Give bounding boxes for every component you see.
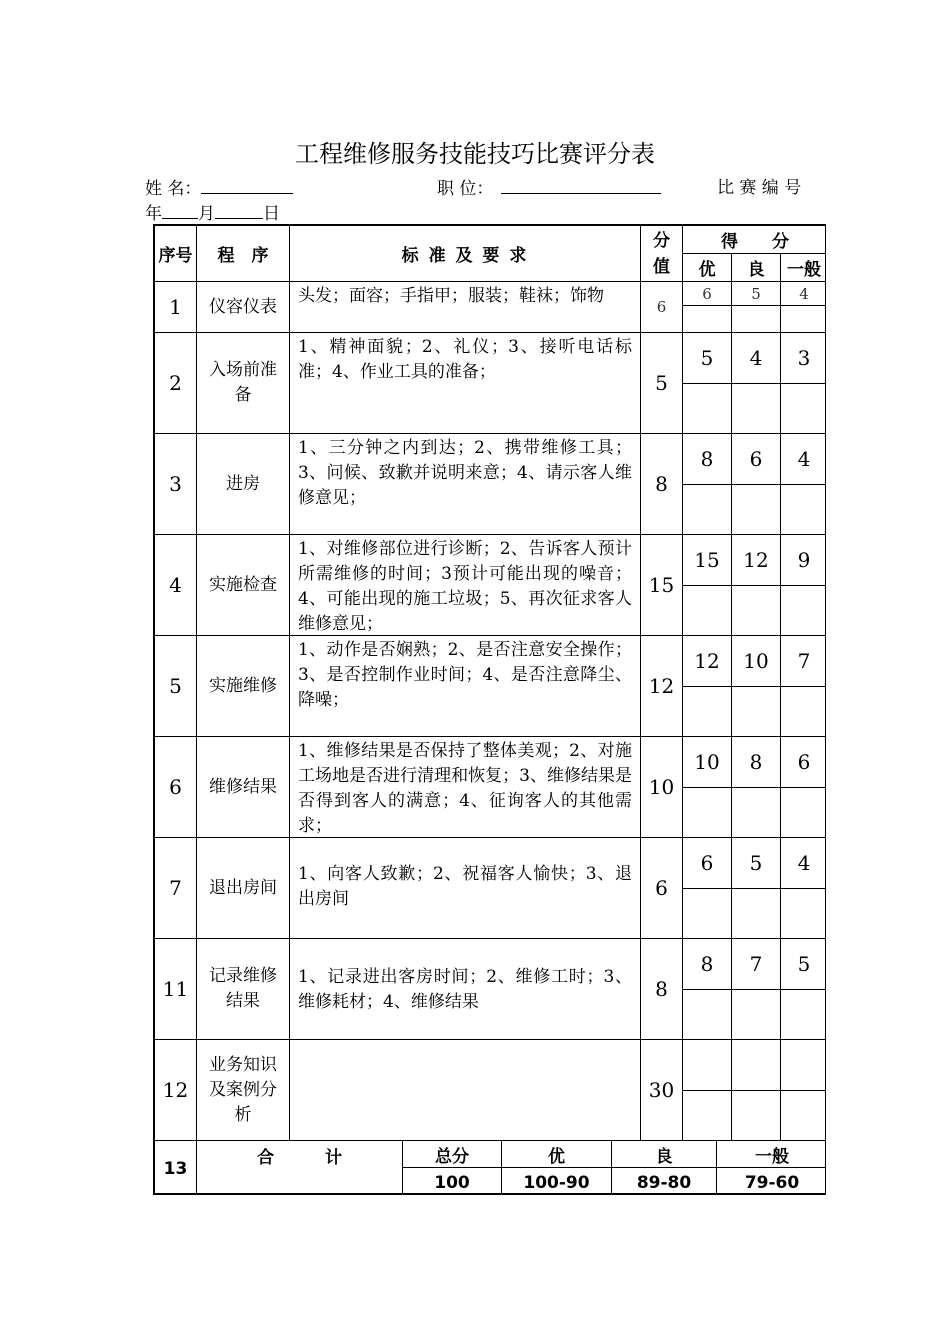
header-procedure: 程 序: [197, 226, 290, 282]
row-excellent: 6: [683, 838, 732, 889]
row-procedure: 业务知识及案例分析: [197, 1040, 290, 1141]
name-field: [145, 177, 293, 200]
header-excellent: 优: [683, 254, 732, 282]
row-procedure: 入场前准备: [197, 333, 290, 434]
score-input-average[interactable]: [781, 687, 826, 737]
row-average: 6: [781, 737, 826, 788]
form-title: 工程维修服务技能技巧比赛评分表: [295, 140, 655, 168]
date-field: [145, 202, 280, 225]
row-procedure: 退出房间: [197, 838, 290, 939]
row-points: 8: [641, 939, 683, 1040]
row-average: [781, 1040, 826, 1091]
row-good: 12: [732, 535, 781, 586]
row-average: 4: [781, 434, 826, 485]
row-seq: 3: [155, 434, 197, 535]
row-standard: 1、对维修部位进行诊断；2、告诉客人预计所需维修的时间；3预计可能出现的噪音；4、可能出现的施工垃圾；5、再次征求客人维修意见；: [290, 535, 641, 636]
month-label: 月: [198, 204, 215, 224]
row-excellent: 6: [683, 282, 732, 306]
row-seq: 12: [155, 1040, 197, 1141]
summary-seq: 13: [155, 1141, 197, 1195]
score-input-good[interactable]: [732, 384, 781, 434]
row-average: 7: [781, 636, 826, 687]
score-input-excellent[interactable]: [683, 1091, 732, 1141]
summary-excellent-range: 100-90: [502, 1168, 612, 1195]
position-label: 职 位：: [437, 179, 494, 199]
summary-label: 合 计: [197, 1141, 403, 1195]
row-procedure: 维修结果: [197, 737, 290, 838]
summary-total-label: 总分: [403, 1141, 502, 1168]
row-points: 6: [641, 282, 683, 333]
row-points: 8: [641, 434, 683, 535]
score-input-average[interactable]: [781, 485, 826, 535]
competition-number-label: 比 赛 编 号: [717, 178, 802, 198]
row-standard: 1、记录进出客房时间；2、维修工时；3、维修耗材；4、维修结果: [290, 939, 641, 1040]
summary-average-label: 一般: [717, 1141, 826, 1168]
row-standard: 1、精神面貌；2、礼仪；3、接听电话标准；4、作业工具的准备；: [290, 333, 641, 434]
score-input-average[interactable]: [781, 889, 826, 939]
score-input-excellent[interactable]: [683, 889, 732, 939]
score-input-good[interactable]: [732, 586, 781, 636]
month-blank[interactable]: [162, 202, 198, 219]
row-standard: [290, 1040, 641, 1141]
score-input-excellent[interactable]: [683, 687, 732, 737]
row-standard: 1、动作是否娴熟；2、是否注意安全操作；3、是否控制作业时间；4、是否注意降尘、降噪；: [290, 636, 641, 737]
summary-good-range: 89-80: [612, 1168, 717, 1195]
row-average: 3: [781, 333, 826, 384]
row-good: 10: [732, 636, 781, 687]
row-procedure: 实施维修: [197, 636, 290, 737]
row-seq: 11: [155, 939, 197, 1040]
row-procedure: 进房: [197, 434, 290, 535]
row-excellent: 5: [683, 333, 732, 384]
header-good: 良: [732, 254, 781, 282]
row-standard: 1、维修结果是否保持了整体美观；2、对施工场地是否进行清理和恢复；3、维修结果是否得到客人的满意；4、征询客人的其他需求；: [290, 737, 641, 838]
row-average: 4: [781, 282, 826, 306]
header-score: 得 分: [683, 226, 826, 254]
row-seq: 7: [155, 838, 197, 939]
score-input-average[interactable]: [781, 990, 826, 1040]
score-input-good[interactable]: [732, 889, 781, 939]
summary-average-range: 79-60: [717, 1168, 826, 1195]
row-average: 9: [781, 535, 826, 586]
position-field: [437, 177, 661, 200]
row-standard: 头发；面容；手指甲；服装；鞋袜；饰物: [290, 282, 641, 333]
row-good: 6: [732, 434, 781, 485]
score-input-excellent[interactable]: [683, 788, 732, 838]
row-good: [732, 1040, 781, 1091]
score-input-average[interactable]: [781, 306, 826, 333]
header-seq: 序号: [155, 226, 197, 282]
score-input-good[interactable]: [732, 485, 781, 535]
row-average: 5: [781, 939, 826, 990]
row-standard: 1、向客人致歉；2、祝福客人愉快；3、退出房间: [290, 838, 641, 939]
row-points: 5: [641, 333, 683, 434]
row-good: 5: [732, 282, 781, 306]
row-excellent: 12: [683, 636, 732, 687]
row-seq: 5: [155, 636, 197, 737]
score-input-good[interactable]: [732, 1091, 781, 1141]
row-seq: 1: [155, 282, 197, 333]
row-good: 4: [732, 333, 781, 384]
score-input-excellent[interactable]: [683, 586, 732, 636]
row-excellent: 8: [683, 434, 732, 485]
score-input-average[interactable]: [781, 586, 826, 636]
row-points: 30: [641, 1040, 683, 1141]
name-blank[interactable]: [201, 177, 293, 194]
row-good: 5: [732, 838, 781, 889]
row-points: 12: [641, 636, 683, 737]
row-points: 10: [641, 737, 683, 838]
header-points: 分值: [641, 226, 683, 282]
row-seq: 2: [155, 333, 197, 434]
row-average: 4: [781, 838, 826, 889]
day-label: 日: [263, 204, 280, 224]
summary-total-value: 100: [403, 1168, 502, 1195]
row-excellent: 15: [683, 535, 732, 586]
name-label: 姓 名：: [145, 179, 202, 199]
score-input-excellent[interactable]: [683, 485, 732, 535]
header-average: 一般: [781, 254, 826, 282]
year-label: 年: [145, 204, 162, 224]
day-blank[interactable]: [215, 202, 263, 219]
score-input-good[interactable]: [732, 306, 781, 333]
row-seq: 4: [155, 535, 197, 636]
row-procedure: 实施检查: [197, 535, 290, 636]
row-points: 15: [641, 535, 683, 636]
header-standard: 标 准 及 要 求: [290, 226, 641, 282]
score-input-good[interactable]: [732, 687, 781, 737]
row-excellent: 8: [683, 939, 732, 990]
position-blank[interactable]: [501, 177, 661, 194]
row-standard: 1、三分钟之内到达；2、携带维修工具；3、问候、致歉并说明来意；4、请示客人维修意见；: [290, 434, 641, 535]
score-input-average[interactable]: [781, 1091, 826, 1141]
row-procedure: 记录维修结果: [197, 939, 290, 1040]
score-input-excellent[interactable]: [683, 990, 732, 1040]
summary-excellent-label: 优: [502, 1141, 612, 1168]
row-excellent: [683, 1040, 732, 1091]
row-excellent: 10: [683, 737, 732, 788]
score-input-excellent[interactable]: [683, 384, 732, 434]
score-input-excellent[interactable]: [683, 306, 732, 333]
row-good: 7: [732, 939, 781, 990]
score-input-good[interactable]: [732, 788, 781, 838]
row-points: 6: [641, 838, 683, 939]
row-procedure: 仪容仪表: [197, 282, 290, 333]
score-input-average[interactable]: [781, 788, 826, 838]
row-seq: 6: [155, 737, 197, 838]
summary-good-label: 良: [612, 1141, 717, 1168]
score-input-good[interactable]: [732, 990, 781, 1040]
score-table: [153, 224, 826, 1195]
score-input-average[interactable]: [781, 384, 826, 434]
row-good: 8: [732, 737, 781, 788]
